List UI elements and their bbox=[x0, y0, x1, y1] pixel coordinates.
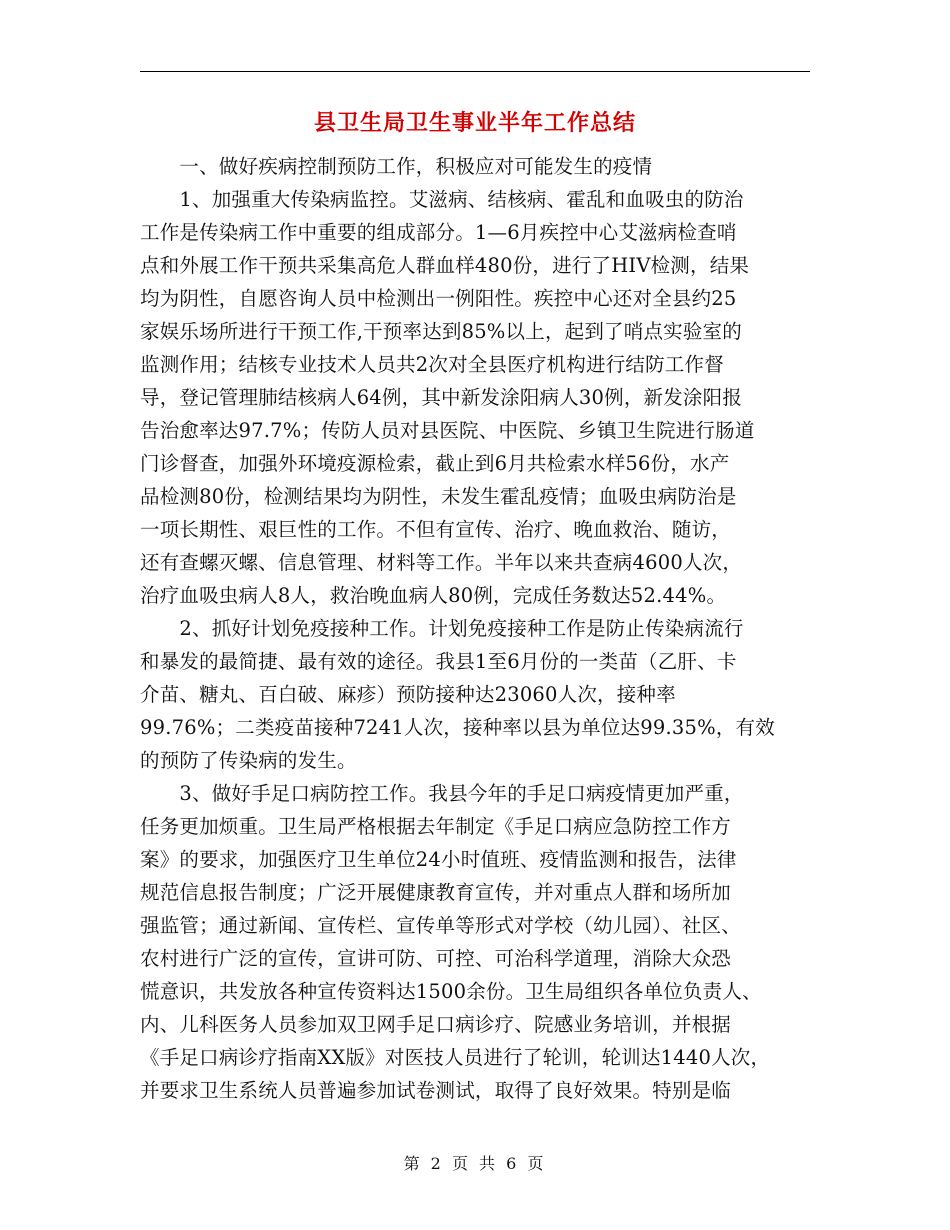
body-line: 监测作用；结核专业技术人员共2次对全县医疗机构进行结防工作督 bbox=[140, 353, 724, 376]
document-body bbox=[140, 150, 816, 1107]
body-line: 规范信息报告制度；广泛开展健康教育宣传，并对重点人群和场所加 bbox=[140, 881, 732, 904]
body-line: 还有查螺灭螺、信息管理、材料等工作。半年以来共查病4600人次， bbox=[140, 551, 743, 574]
body-line: 均为阴性，自愿咨询人员中检测出一例阳性。疾控中心还对全县约25 bbox=[140, 287, 737, 310]
body-line: 《手足口病诊疗指南XX版》对医技人员进行了轮训，轮训达1440人次， bbox=[140, 1046, 771, 1069]
body-line: 任务更加烦重。卫生局严格根据去年制定《手足口病应急防控工作方 bbox=[140, 815, 732, 838]
body-line: 导，登记管理肺结核病人64例，其中新发涂阳病人30例，新发涂阳报 bbox=[140, 386, 743, 409]
document-title: 县卫生局卫生事业半年工作总结 bbox=[313, 111, 636, 136]
body-line: 农村进行广泛的宣传，宣讲可防、可控、可治科学道理，消除大众恐 bbox=[140, 947, 732, 970]
body-line: 介苗、糖丸、百白破、麻疹）预防接种达23060人次，接种率 bbox=[140, 683, 676, 706]
body-line: 内、儿科医务人员参加双卫网手足口病诊疗、院感业务培训，并根据 bbox=[140, 1013, 732, 1036]
body-line: 慌意识，共发放各种宣传资料达1500余份。卫生局组织各单位负责人、 bbox=[140, 980, 762, 1003]
body-line: 告治愈率达97.7%；传防人员对县医院、中医院、乡镇卫生院进行肠道 bbox=[140, 419, 755, 442]
body-line: 的预防了传染病的发生。 bbox=[140, 749, 357, 772]
body-line: 家娱乐场所进行干预工作,干预率达到85%以上，起到了哨点实验室的 bbox=[140, 320, 742, 343]
body-line: 强监管；通过新闻、宣传栏、宣传单等形式对学校（幼儿园）、社区、 bbox=[140, 914, 741, 937]
body-line: 并要求卫生系统人员普遍参加试卷测试，取得了良好效果。特别是临 bbox=[140, 1079, 732, 1102]
body-line: 门诊督查，加强外环境疫源检索，截止到6月共检索水样56份，水产 bbox=[140, 452, 730, 475]
header-rule bbox=[140, 71, 810, 72]
body-line: 工作是传染病工作中重要的组成部分。1—6月疾控中心艾滋病检查哨 bbox=[140, 221, 737, 244]
body-line: 3、做好手足口病防控工作。我县今年的手足口病疫情更加严重， bbox=[140, 782, 744, 805]
body-line: 和暴发的最简捷、最有效的途径。我县1至6月份的一类苗（乙肝、卡 bbox=[140, 650, 737, 673]
body-line: 2、抓好计划免疫接种工作。计划免疫接种工作是防止传染病流行 bbox=[140, 617, 744, 640]
body-line: 一、做好疾病控制预防工作，积极应对可能发生的疫情 bbox=[140, 155, 653, 178]
body-line: 一项长期性、艰巨性的工作。不但有宣传、治疗、晚血救治、随访， bbox=[140, 518, 732, 541]
body-line: 案》的要求，加强医疗卫生单位24小时值班、疫情监测和报告，法律 bbox=[140, 848, 737, 871]
body-line: 治疗血吸虫病人8人，救治晚血病人80例，完成任务数达52.44%。 bbox=[140, 584, 727, 607]
page-number: 第 2 页 共 6 页 bbox=[403, 1154, 547, 1173]
body-line: 点和外展工作干预共采集高危人群血样480份，进行了HIV检测，结果 bbox=[140, 254, 750, 277]
body-line: 品检测80份，检测结果均为阴性，未发生霍乱疫情；血吸虫病防治是 bbox=[140, 485, 737, 508]
body-line: 1、加强重大传染病监控。艾滋病、结核病、霍乱和血吸虫的防治 bbox=[140, 188, 744, 211]
body-line: 99.76%；二类疫苗接种7241人次，接种率以县为单位达99.35%，有效 bbox=[140, 716, 775, 739]
